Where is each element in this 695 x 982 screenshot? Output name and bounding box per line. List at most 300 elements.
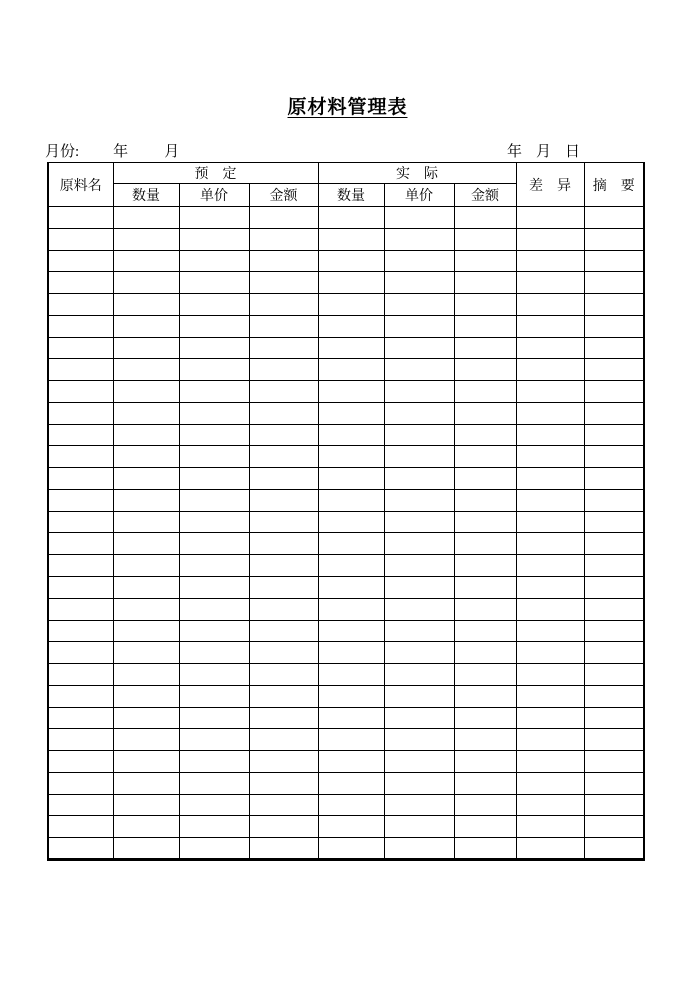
cell-material-name[interactable] [48,555,113,577]
cell-planned-quantity[interactable] [113,794,179,816]
table-row [48,402,644,424]
table-header [48,163,644,207]
cell-difference[interactable] [516,359,584,381]
cell-planned-amount[interactable] [249,598,318,620]
cell-difference[interactable] [516,250,584,272]
cell-summary[interactable] [584,598,644,620]
cell-planned-unit-price[interactable] [179,511,249,533]
cell-actual-quantity[interactable] [318,620,384,642]
cell-actual-quantity[interactable] [318,664,384,686]
cell-planned-amount[interactable] [249,729,318,751]
cell-planned-quantity[interactable] [113,620,179,642]
cell-planned-unit-price[interactable] [179,772,249,794]
cell-summary[interactable] [584,294,644,316]
table-row [48,207,644,229]
cell-material-name[interactable] [48,511,113,533]
cell-summary[interactable] [584,315,644,337]
cell-planned-unit-price[interactable] [179,228,249,250]
cell-actual-amount[interactable] [454,772,516,794]
cell-material-name[interactable] [48,424,113,446]
cell-planned-quantity[interactable] [113,772,179,794]
cell-summary[interactable] [584,468,644,490]
page-title [0,92,695,119]
cell-material-name[interactable] [48,772,113,794]
cell-planned-quantity[interactable] [113,228,179,250]
page-title-text: 原材料管理表 [287,97,408,118]
cell-planned-amount[interactable] [249,424,318,446]
cell-actual-quantity[interactable] [318,577,384,599]
cell-difference[interactable] [516,489,584,511]
cell-planned-unit-price[interactable] [179,620,249,642]
cell-summary[interactable] [584,555,644,577]
cell-planned-amount[interactable] [249,228,318,250]
table-row [48,598,644,620]
table-row [48,838,644,860]
table-row [48,315,644,337]
cell-actual-amount[interactable] [454,664,516,686]
cell-planned-amount[interactable] [249,272,318,294]
header-planned-amount: 金额 [249,184,318,207]
cell-material-name[interactable] [48,228,113,250]
table-row [48,794,644,816]
cell-actual-unit-price[interactable] [384,359,454,381]
cell-actual-amount[interactable] [454,729,516,751]
cell-difference[interactable] [516,685,584,707]
cell-planned-unit-price[interactable] [179,555,249,577]
cell-difference[interactable] [516,294,584,316]
cell-summary[interactable] [584,838,644,860]
cell-planned-amount[interactable] [249,816,318,838]
cell-summary[interactable] [584,533,644,555]
cell-planned-quantity[interactable] [113,294,179,316]
cell-planned-unit-price[interactable] [179,816,249,838]
cell-actual-quantity[interactable] [318,315,384,337]
cell-difference[interactable] [516,772,584,794]
cell-planned-quantity[interactable] [113,207,179,229]
cell-summary[interactable] [584,707,644,729]
cell-actual-unit-price[interactable] [384,294,454,316]
cell-planned-unit-price[interactable] [179,577,249,599]
cell-planned-unit-price[interactable] [179,359,249,381]
cell-difference[interactable] [516,838,584,860]
cell-difference[interactable] [516,533,584,555]
cell-actual-quantity[interactable] [318,707,384,729]
cell-actual-amount[interactable] [454,272,516,294]
cell-actual-amount[interactable] [454,489,516,511]
cell-actual-quantity[interactable] [318,598,384,620]
cell-material-name[interactable] [48,664,113,686]
cell-actual-quantity[interactable] [318,402,384,424]
cell-material-name[interactable] [48,533,113,555]
table-row [48,294,644,316]
cell-summary[interactable] [584,620,644,642]
cell-planned-amount[interactable] [249,620,318,642]
cell-summary[interactable] [584,381,644,403]
cell-difference[interactable] [516,402,584,424]
cell-material-name[interactable] [48,729,113,751]
cell-actual-amount[interactable] [454,207,516,229]
cell-planned-unit-price[interactable] [179,664,249,686]
cell-planned-amount[interactable] [249,838,318,860]
cell-actual-quantity[interactable] [318,555,384,577]
cell-planned-quantity[interactable] [113,315,179,337]
cell-actual-quantity[interactable] [318,228,384,250]
cell-difference[interactable] [516,511,584,533]
table-row [48,577,644,599]
cell-planned-quantity[interactable] [113,381,179,403]
cell-planned-unit-price[interactable] [179,402,249,424]
cell-material-name[interactable] [48,315,113,337]
cell-summary[interactable] [584,446,644,468]
cell-actual-amount[interactable] [454,337,516,359]
year-blank-label: 年 [113,144,129,160]
cell-planned-quantity[interactable] [113,816,179,838]
cell-planned-amount[interactable] [249,489,318,511]
cell-planned-quantity[interactable] [113,511,179,533]
cell-difference[interactable] [516,816,584,838]
cell-summary[interactable] [584,685,644,707]
table-row [48,642,644,664]
cell-actual-quantity[interactable] [318,272,384,294]
cell-material-name[interactable] [48,359,113,381]
cell-actual-quantity[interactable] [318,359,384,381]
cell-actual-unit-price[interactable] [384,228,454,250]
cell-actual-quantity[interactable] [318,533,384,555]
cell-planned-quantity[interactable] [113,685,179,707]
cell-actual-quantity[interactable] [318,489,384,511]
cell-difference[interactable] [516,272,584,294]
cell-planned-unit-price[interactable] [179,533,249,555]
cell-planned-unit-price[interactable] [179,468,249,490]
cell-summary[interactable] [584,337,644,359]
cell-actual-unit-price[interactable] [384,446,454,468]
cell-planned-amount[interactable] [249,359,318,381]
cell-planned-unit-price[interactable] [179,729,249,751]
cell-planned-quantity[interactable] [113,642,179,664]
date-line-right [493,140,648,161]
cell-planned-amount[interactable] [249,642,318,664]
cell-actual-unit-price[interactable] [384,337,454,359]
cell-material-name[interactable] [48,446,113,468]
cell-actual-amount[interactable] [454,402,516,424]
cell-planned-unit-price[interactable] [179,642,249,664]
date-line [45,140,648,161]
table-row [48,272,644,294]
cell-actual-amount[interactable] [454,294,516,316]
cell-actual-amount[interactable] [454,816,516,838]
cell-planned-amount[interactable] [249,446,318,468]
cell-material-name[interactable] [48,272,113,294]
cell-planned-amount[interactable] [249,207,318,229]
cell-summary[interactable] [584,207,644,229]
cell-actual-amount[interactable] [454,446,516,468]
cell-planned-quantity[interactable] [113,489,179,511]
cell-planned-unit-price[interactable] [179,446,249,468]
cell-summary[interactable] [584,424,644,446]
cell-actual-quantity[interactable] [318,337,384,359]
cell-difference[interactable] [516,598,584,620]
cell-summary[interactable] [584,228,644,250]
cell-actual-unit-price[interactable] [384,533,454,555]
cell-summary[interactable] [584,729,644,751]
cell-planned-amount[interactable] [249,772,318,794]
cell-planned-unit-price[interactable] [179,272,249,294]
cell-material-name[interactable] [48,598,113,620]
cell-planned-quantity[interactable] [113,337,179,359]
cell-material-name[interactable] [48,838,113,860]
cell-actual-unit-price[interactable] [384,685,454,707]
cell-difference[interactable] [516,315,584,337]
cell-actual-quantity[interactable] [318,468,384,490]
table-row [48,511,644,533]
table-row [48,729,644,751]
cell-material-name[interactable] [48,468,113,490]
cell-actual-quantity[interactable] [318,794,384,816]
cell-difference[interactable] [516,337,584,359]
cell-material-name[interactable] [48,816,113,838]
cell-planned-quantity[interactable] [113,555,179,577]
header-material-name: 原料名 [48,163,113,207]
cell-actual-quantity[interactable] [318,381,384,403]
cell-planned-amount[interactable] [249,511,318,533]
cell-actual-quantity[interactable] [318,772,384,794]
table-row [48,772,644,794]
cell-actual-unit-price[interactable] [384,489,454,511]
cell-actual-quantity[interactable] [318,511,384,533]
cell-actual-amount[interactable] [454,250,516,272]
cell-planned-quantity[interactable] [113,664,179,686]
cell-actual-quantity[interactable] [318,642,384,664]
cell-material-name[interactable] [48,620,113,642]
cell-actual-unit-price[interactable] [384,838,454,860]
cell-planned-amount[interactable] [249,381,318,403]
cell-material-name[interactable] [48,751,113,773]
cell-planned-quantity[interactable] [113,838,179,860]
cell-actual-amount[interactable] [454,751,516,773]
cell-planned-quantity[interactable] [113,577,179,599]
cell-planned-unit-price[interactable] [179,294,249,316]
cell-planned-quantity[interactable] [113,402,179,424]
cell-difference[interactable] [516,664,584,686]
cell-summary[interactable] [584,402,644,424]
cell-difference[interactable] [516,620,584,642]
cell-material-name[interactable] [48,294,113,316]
cell-difference[interactable] [516,381,584,403]
cell-difference[interactable] [516,207,584,229]
cell-actual-unit-price[interactable] [384,620,454,642]
cell-planned-amount[interactable] [249,294,318,316]
cell-actual-amount[interactable] [454,642,516,664]
cell-actual-unit-price[interactable] [384,207,454,229]
cell-summary[interactable] [584,511,644,533]
cell-summary[interactable] [584,816,644,838]
cell-planned-amount[interactable] [249,751,318,773]
cell-actual-unit-price[interactable] [384,577,454,599]
cell-planned-amount[interactable] [249,664,318,686]
cell-summary[interactable] [584,489,644,511]
cell-difference[interactable] [516,751,584,773]
cell-material-name[interactable] [48,577,113,599]
cell-planned-unit-price[interactable] [179,315,249,337]
cell-planned-unit-price[interactable] [179,838,249,860]
cell-actual-unit-price[interactable] [384,642,454,664]
cell-actual-quantity[interactable] [318,838,384,860]
cell-planned-unit-price[interactable] [179,685,249,707]
cell-actual-unit-price[interactable] [384,729,454,751]
cell-planned-amount[interactable] [249,315,318,337]
cell-difference[interactable] [516,228,584,250]
cell-material-name[interactable] [48,489,113,511]
cell-material-name[interactable] [48,685,113,707]
cell-planned-unit-price[interactable] [179,707,249,729]
cell-planned-amount[interactable] [249,685,318,707]
cell-actual-unit-price[interactable] [384,751,454,773]
cell-difference[interactable] [516,577,584,599]
cell-summary[interactable] [584,359,644,381]
cell-planned-unit-price[interactable] [179,250,249,272]
cell-actual-quantity[interactable] [318,424,384,446]
cell-actual-unit-price[interactable] [384,664,454,686]
cell-actual-unit-price[interactable] [384,381,454,403]
cell-actual-quantity[interactable] [318,729,384,751]
cell-difference[interactable] [516,707,584,729]
cell-planned-quantity[interactable] [113,424,179,446]
cell-summary[interactable] [584,772,644,794]
cell-summary[interactable] [584,664,644,686]
cell-actual-quantity[interactable] [318,685,384,707]
cell-actual-unit-price[interactable] [384,816,454,838]
cell-difference[interactable] [516,468,584,490]
cell-planned-unit-price[interactable] [179,598,249,620]
cell-actual-amount[interactable] [454,838,516,860]
cell-actual-unit-price[interactable] [384,424,454,446]
table-row [48,816,644,838]
cell-material-name[interactable] [48,642,113,664]
cell-material-name[interactable] [48,207,113,229]
cell-summary[interactable] [584,794,644,816]
cell-planned-amount[interactable] [249,250,318,272]
cell-actual-amount[interactable] [454,315,516,337]
cell-actual-amount[interactable] [454,511,516,533]
cell-difference[interactable] [516,555,584,577]
cell-actual-amount[interactable] [454,707,516,729]
cell-actual-amount[interactable] [454,359,516,381]
cell-actual-amount[interactable] [454,228,516,250]
cell-actual-amount[interactable] [454,468,516,490]
cell-planned-quantity[interactable] [113,468,179,490]
cell-planned-quantity[interactable] [113,250,179,272]
cell-planned-amount[interactable] [249,533,318,555]
cell-planned-unit-price[interactable] [179,381,249,403]
cell-material-name[interactable] [48,381,113,403]
cell-actual-unit-price[interactable] [384,707,454,729]
cell-planned-quantity[interactable] [113,707,179,729]
header-difference: 差 异 [516,163,584,207]
cell-planned-amount[interactable] [249,337,318,359]
cell-difference[interactable] [516,424,584,446]
cell-actual-amount[interactable] [454,685,516,707]
cell-actual-quantity[interactable] [318,294,384,316]
table-row [48,620,644,642]
cell-planned-amount[interactable] [249,402,318,424]
cell-planned-quantity[interactable] [113,751,179,773]
cell-actual-quantity[interactable] [318,250,384,272]
cell-planned-amount[interactable] [249,707,318,729]
cell-actual-amount[interactable] [454,620,516,642]
cell-planned-unit-price[interactable] [179,424,249,446]
table-row [48,751,644,773]
cell-actual-amount[interactable] [454,598,516,620]
cell-summary[interactable] [584,642,644,664]
cell-difference[interactable] [516,794,584,816]
cell-actual-amount[interactable] [454,533,516,555]
cell-planned-unit-price[interactable] [179,751,249,773]
cell-actual-amount[interactable] [454,577,516,599]
cell-planned-quantity[interactable] [113,446,179,468]
cell-actual-quantity[interactable] [318,207,384,229]
table-row [48,337,644,359]
cell-difference[interactable] [516,446,584,468]
cell-material-name[interactable] [48,250,113,272]
table-row [48,446,644,468]
cell-actual-unit-price[interactable] [384,772,454,794]
cell-actual-quantity[interactable] [318,816,384,838]
cell-planned-unit-price[interactable] [179,489,249,511]
cell-actual-amount[interactable] [454,424,516,446]
cell-material-name[interactable] [48,337,113,359]
cell-summary[interactable] [584,272,644,294]
cell-planned-quantity[interactable] [113,359,179,381]
cell-actual-amount[interactable] [454,794,516,816]
cell-actual-unit-price[interactable] [384,402,454,424]
cell-planned-amount[interactable] [249,577,318,599]
cell-planned-quantity[interactable] [113,598,179,620]
cell-material-name[interactable] [48,794,113,816]
cell-summary[interactable] [584,250,644,272]
cell-planned-unit-price[interactable] [179,337,249,359]
cell-planned-quantity[interactable] [113,533,179,555]
cell-planned-amount[interactable] [249,468,318,490]
cell-actual-unit-price[interactable] [384,511,454,533]
cell-actual-quantity[interactable] [318,751,384,773]
cell-actual-amount[interactable] [454,555,516,577]
cell-planned-unit-price[interactable] [179,794,249,816]
month-field-label: 月份: [45,144,80,160]
cell-planned-amount[interactable] [249,794,318,816]
cell-actual-unit-price[interactable] [384,315,454,337]
cell-actual-unit-price[interactable] [384,272,454,294]
cell-difference[interactable] [516,729,584,751]
cell-actual-unit-price[interactable] [384,468,454,490]
cell-material-name[interactable] [48,707,113,729]
header-actual-quantity: 数量 [318,184,384,207]
cell-planned-amount[interactable] [249,555,318,577]
cell-planned-quantity[interactable] [113,272,179,294]
cell-planned-unit-price[interactable] [179,207,249,229]
cell-actual-unit-price[interactable] [384,555,454,577]
cell-difference[interactable] [516,642,584,664]
cell-summary[interactable] [584,751,644,773]
cell-summary[interactable] [584,577,644,599]
cell-actual-unit-price[interactable] [384,794,454,816]
cell-material-name[interactable] [48,402,113,424]
cell-planned-quantity[interactable] [113,729,179,751]
cell-actual-amount[interactable] [454,381,516,403]
header-actual-unit-price: 单价 [384,184,454,207]
cell-actual-unit-price[interactable] [384,250,454,272]
cell-actual-quantity[interactable] [318,446,384,468]
cell-actual-unit-price[interactable] [384,598,454,620]
